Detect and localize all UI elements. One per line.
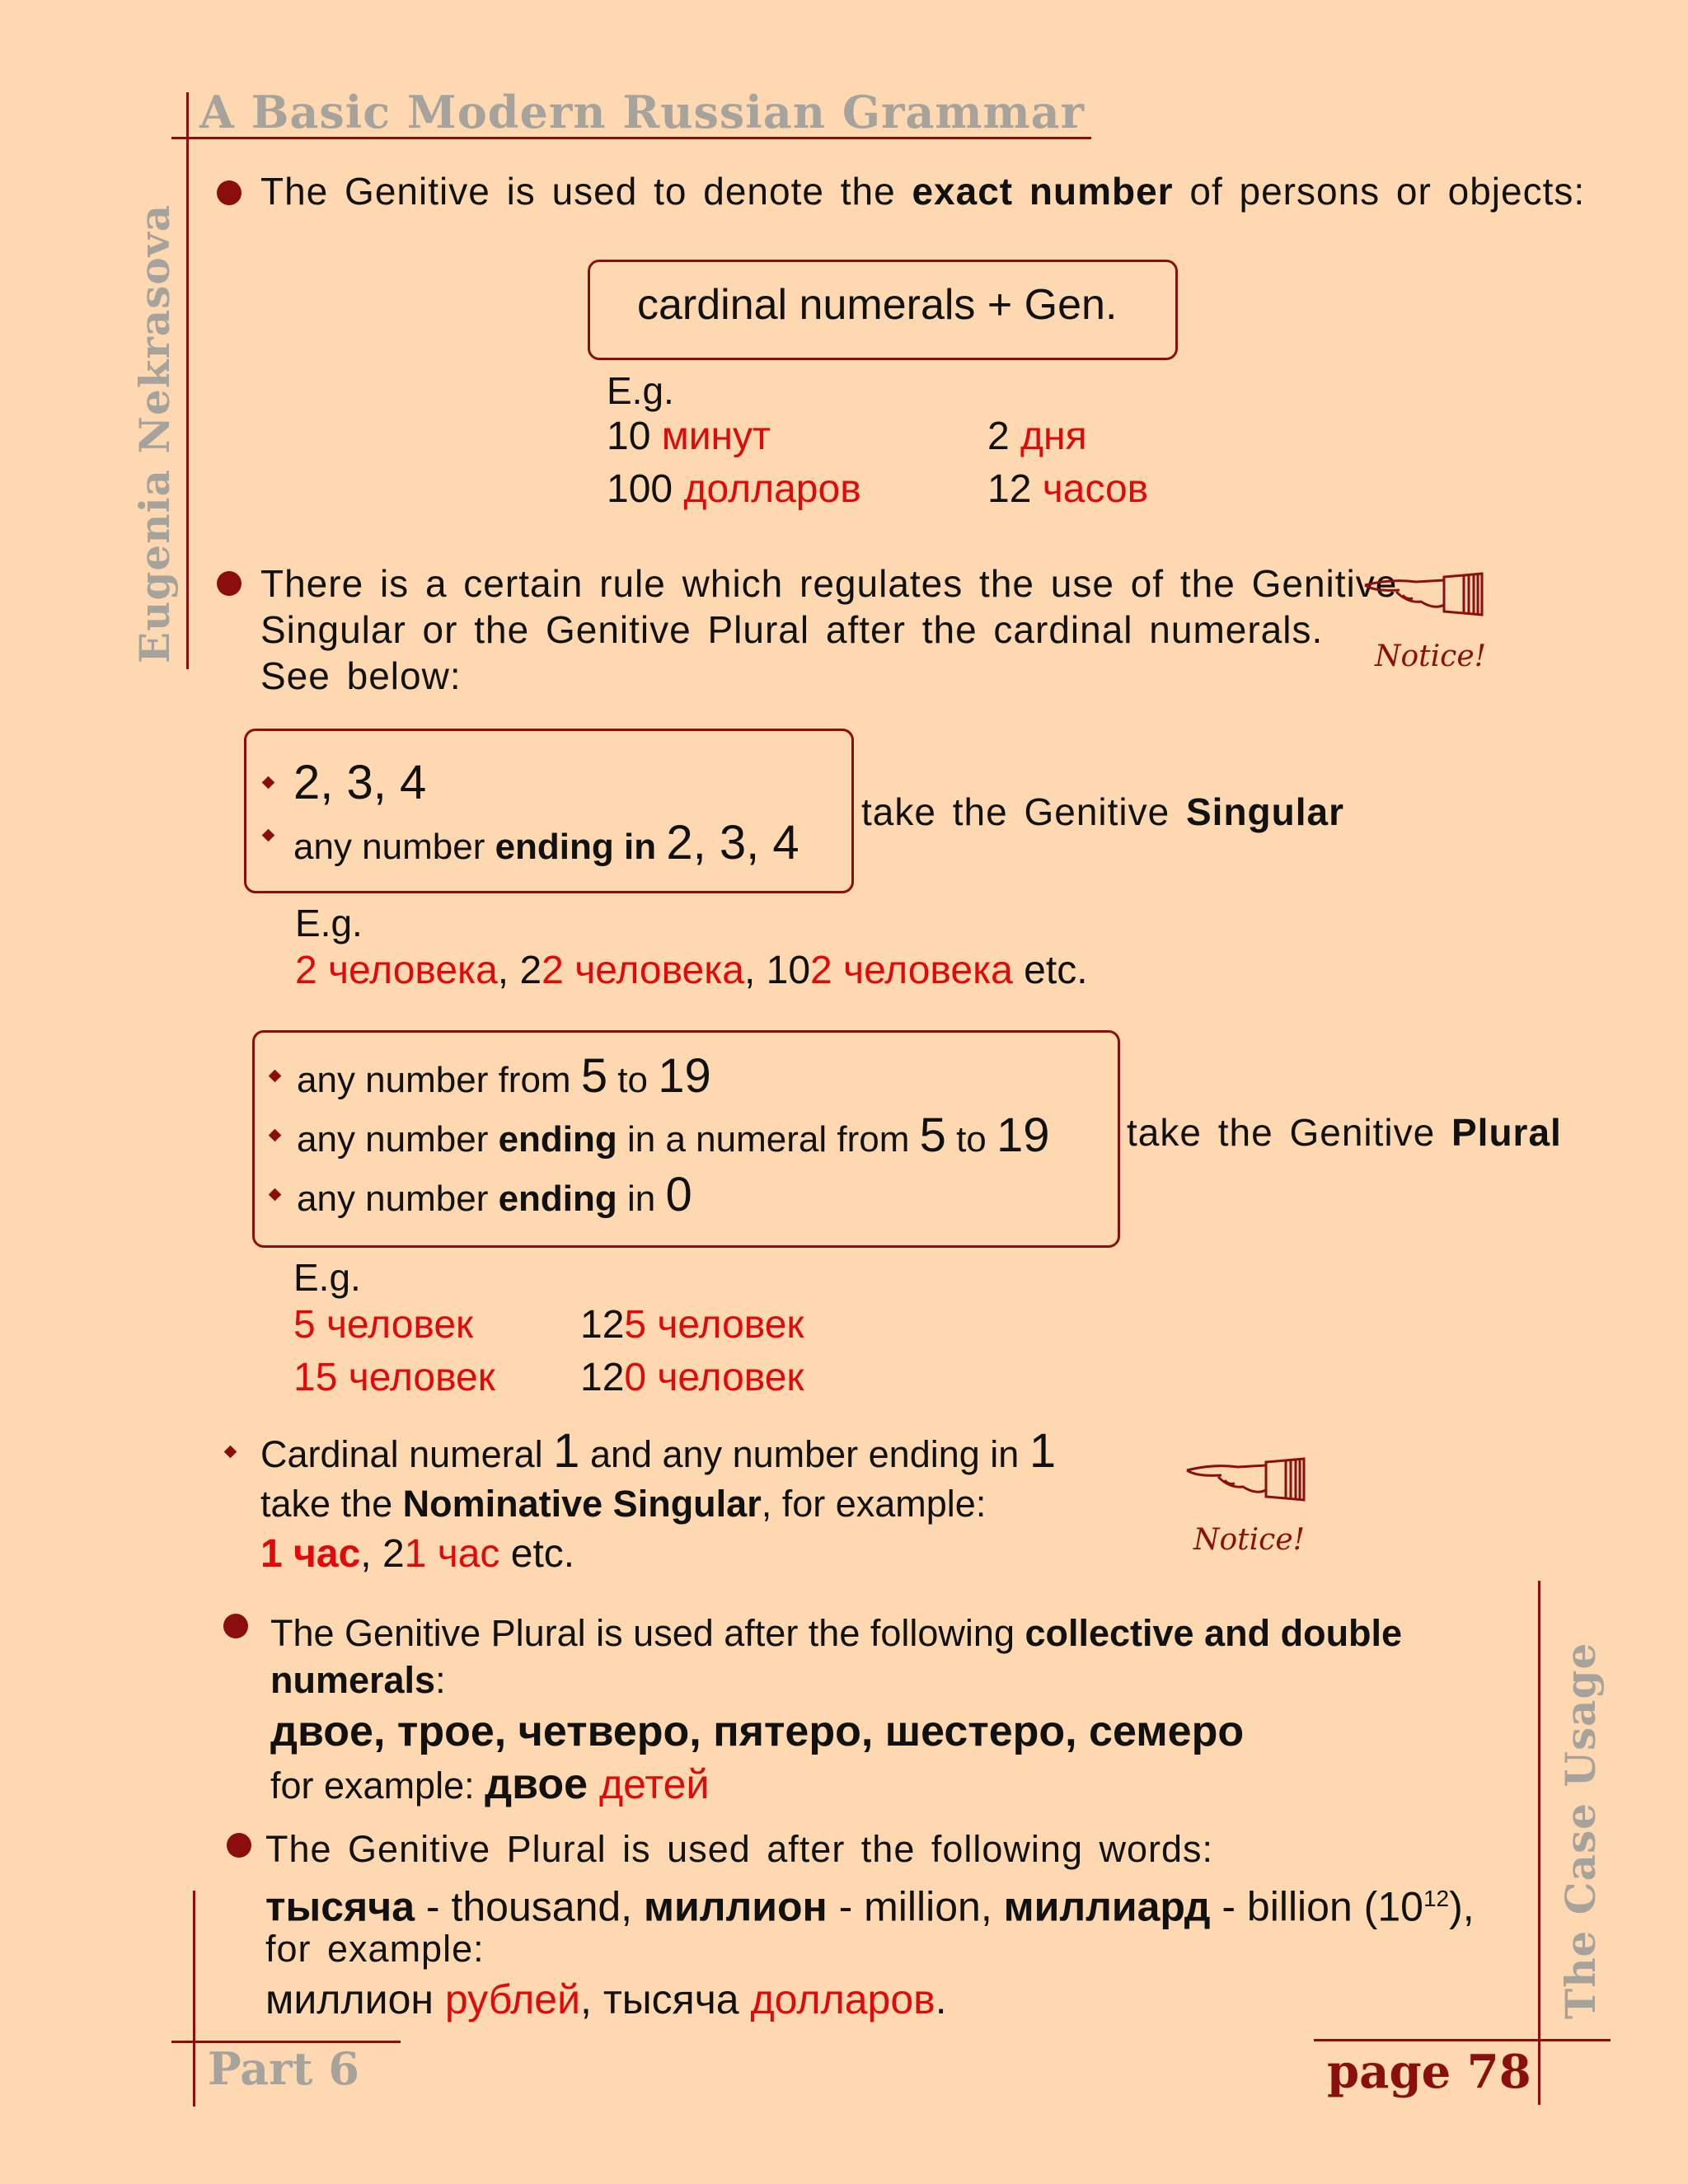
example-row: 12 часов [987, 467, 1149, 511]
singular-examples: 2 человека, 22 человека, 102 человека etc. [295, 949, 1088, 992]
page-number: page 78 [1327, 2045, 1531, 2099]
pointing-hand-icon [1180, 1452, 1312, 1510]
collective-line2: numerals: [270, 1659, 446, 1701]
bullet-dot [217, 571, 241, 596]
nominative-line3: 1 час, 21 час etc. [260, 1532, 575, 1576]
part-label: Part 6 [208, 2042, 359, 2095]
diamond-bullet [224, 1446, 237, 1459]
singular-takes: take the Genitive Singular [861, 790, 1345, 833]
large-line3: for example: [265, 1928, 485, 1970]
side-title: The Case Usage [1556, 1642, 1605, 2019]
plural-example: 125 человек [580, 1303, 804, 1347]
large-example: миллион рублей, тысяча долларов. [265, 1976, 947, 2022]
nominative-line2: take the Nominative Singular, for example: [260, 1483, 987, 1525]
nominative-line1: Cardinal numeral 1 and any number ending in 1 [260, 1424, 1057, 1478]
example-row: 2 дня [987, 415, 1087, 458]
plural-item-2: any number ending in a numeral from 5 to 19 [297, 1108, 1050, 1162]
collective-example: for example: двое детей [270, 1760, 710, 1808]
eg-label-1: E.g. [607, 369, 674, 412]
plural-example: 5 человек [293, 1303, 474, 1347]
footer-right-rule-horizontal [1314, 2039, 1611, 2041]
singular-item-1: 2, 3, 4 [293, 756, 427, 809]
section1-text: The Genitive is used to denote the exact number of persons or objects: [260, 170, 1586, 213]
plural-item-1: any number from 5 to 19 [297, 1049, 711, 1103]
bullet-dot [227, 1833, 251, 1858]
formula-text: cardinal numerals + Gen. [637, 281, 1118, 329]
example-row: 10 минут [607, 415, 771, 458]
large-line2: тысяча - thousand, миллион - million, миллиард - billion $(10^{12})$, [265, 1883, 1475, 1930]
section2-line3: See below: [260, 654, 462, 697]
section2-line1: There is a certain rule which regulates the use of the Genitive [260, 562, 1398, 605]
example-row: 100 долларов [607, 467, 861, 511]
section2-line2: Singular or the Genitive Plural after the cardinal numerals. [260, 608, 1324, 651]
large-line1: The Genitive Plural is used after the following words: [265, 1828, 1214, 1870]
eg-label-2: E.g. [295, 902, 363, 944]
singular-item-2: any number ending in 2, 3, 4 [293, 816, 799, 869]
eg-label-3: E.g. [293, 1256, 361, 1299]
notice-label: Notice! [1375, 640, 1487, 673]
bullet-dot [217, 180, 241, 205]
book-title: A Basic Modern Russian Grammar [199, 86, 1085, 138]
collective-words: двое, трое, четверо, пятеро, шестеро, семеро [270, 1708, 1245, 1755]
footer-left-rule-vertical [193, 1891, 195, 2107]
plural-example: 15 человек [293, 1356, 495, 1399]
author-name: Eugenia Nekrasova [130, 204, 179, 663]
header-rule-vertical [186, 92, 189, 669]
plural-item-3: any number ending in 0 [297, 1168, 692, 1221]
pointing-hand-icon [1358, 567, 1490, 625]
collective-line1: The Genitive Plural is used after the following collective and double [270, 1612, 1403, 1654]
bullet-dot [223, 1614, 248, 1638]
footer-right-rule-vertical [1538, 1581, 1540, 2105]
notice-label: Notice! [1193, 1523, 1306, 1557]
plural-takes: take the Genitive Plural [1127, 1111, 1562, 1154]
plural-example: 120 человек [580, 1356, 804, 1399]
